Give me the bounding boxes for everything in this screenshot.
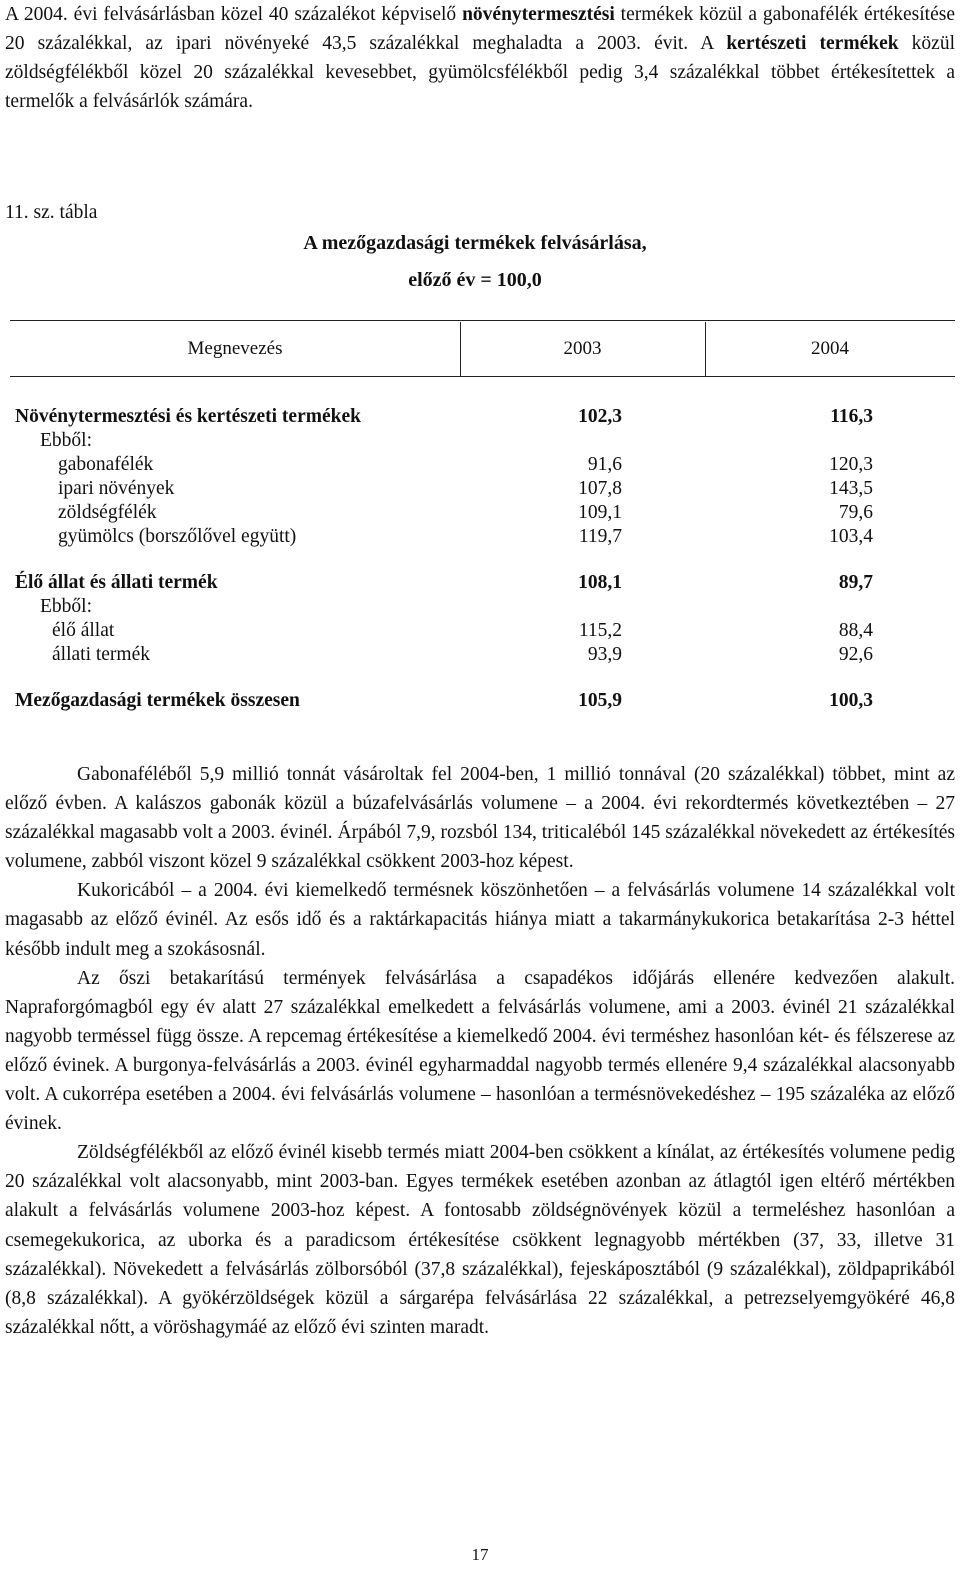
row-label: Élő állat és állati termék	[15, 572, 218, 593]
data-table	[15, 405, 960, 713]
table-row	[15, 429, 960, 453]
cell-2004: 92,6	[838, 644, 873, 665]
header-megnevezes: Megnevezés	[187, 338, 283, 359]
cell-2003: 109,1	[578, 502, 622, 523]
table-row	[15, 689, 960, 713]
table-row	[15, 477, 960, 501]
table-title-line1: A mezőgazdasági termékek felvásárlása,	[303, 232, 647, 254]
cell-2003: 107,8	[578, 478, 622, 499]
table-row	[15, 571, 960, 595]
cell-2003: 115,2	[578, 620, 622, 641]
table-label: 11. sz. tábla	[5, 202, 98, 223]
header-bottom-rule	[10, 376, 955, 377]
body-paragraph: Zöldségfélékből az előző évinél kisebb termés miatt 2004-ben csökkent a kínálat, az értékesítés volumene pedig 20 százalékkal volt alacsonyabb, mint 2003-ban. Egyes termékek esetében azonban az átlagtól igen eltérő mértékben alakult a felvásárlás volumene 2003-hoz képest. A fontosabb zöldségnövények közül a termeléshez hasonlóan a csemegekukorica, az uborka és a paradicsom értékesítése csökkent legnagyobb mértékben (37, 33, illetve 31 százalékkal). Növekedett a felvásárlás zölborsóból (37,8 százalékkal), fejeskáposztából (9 százalékkal), zöldpaprikából (8,8 százalékkal). A gyökérzöldségek közül a sárgarépa felvásárlása 22 százalékkal, a petrezselyemgyökéré 46,8 százalékkal nőtt, a vöröshagymáé az előző évi szinten maradt.	[5, 1142, 955, 1338]
cell-2003: 102,3	[578, 406, 622, 427]
group-spacer	[15, 667, 960, 689]
cell-2003: 91,6	[587, 454, 622, 475]
body-text	[5, 760, 955, 1342]
intro-text-run: A 2004. évi felvásárlásban közel 40 százalékot képviselő	[5, 4, 463, 25]
cell-2003: 105,9	[578, 690, 622, 711]
row-label: állati termék	[52, 644, 150, 665]
cell-2003: 119,7	[578, 526, 622, 547]
cell-2004: 100,3	[829, 690, 873, 711]
table-title	[5, 225, 945, 299]
row-label: élő állat	[52, 620, 115, 641]
table-row	[15, 619, 960, 643]
cell-2004: 120,3	[829, 454, 873, 475]
intro-bold-term: kertészeti termékek	[726, 33, 899, 54]
intro-text-run: termékek közül a gabonafélék értékesítése 20 százalékkal, az ipari növényeké 43,5 százalékkal meghaladta a 2003. évit. A	[5, 4, 955, 54]
row-label: gabonafélék	[58, 454, 154, 475]
intro-bold-term: növénytermesztési	[462, 4, 615, 25]
intro-paragraph	[5, 0, 955, 116]
cell-2004: 88,4	[838, 620, 873, 641]
body-paragraph: Az őszi betakarítású termények felvásárlása a csapadékos időjárás ellenére kedvezően alakult. Napraforgómagból egy év alatt 27 százalékkal emelkedett a felvásárlás volumene, ami a 2003. évinél 21 százalékkal nagyobb terméssel függ össze. A repcemag értékesítése a kiemelkedő 2004. évi terméshez hasonlóan két- és félszerese az előző évinek. A burgonya-felvásárlás a 2003. évinél egyharmaddal nagyobb termés ellenére 9,4 százalékkal alacsonyabb volt. A cukorrépa esetében a 2004. évi felvásárlás volumene – hasonlóan a termésnövekedéshez – 195 százaléka az előző évinek.	[5, 967, 955, 1135]
body-paragraph: Gabonaféléből 5,9 millió tonnát vásároltak fel 2004-ben, 1 millió tonnával (20 százalékkal) többet, mint az előző évben. A kalászos gabonák közül a búzafelvásárlás volumene – a 2004. évi rekordtermés következtében – 27 százalékkal magasabb volt a 2003. évinél. Árpából 7,9, rozsból 134, triticaléból 145 százalékkal növekedett az értékesítés volumene, zabból viszont közel 9 százalékkal csökkent 2003-hoz képest.	[5, 764, 955, 873]
table-row	[15, 453, 960, 477]
cell-2003: 108,1	[578, 572, 622, 593]
row-label: ipari növények	[58, 478, 175, 499]
row-label: gyümölcs (borszőlővel együtt)	[58, 526, 297, 547]
row-label: Ebből:	[40, 596, 92, 617]
cell-2004: 116,3	[830, 406, 873, 427]
cell-2004: 89,7	[838, 572, 873, 593]
header-2004: 2004	[811, 338, 849, 359]
group-spacer	[15, 549, 960, 571]
table-top-rule	[10, 320, 955, 321]
intro-section	[5, 0, 955, 116]
table-row	[15, 643, 960, 667]
row-label: Ebből:	[40, 430, 92, 451]
cell-2004: 103,4	[829, 526, 873, 547]
intro-text-run: közül zöldségfélékből közel 20 százalékkal kevesebbet, gyümölcsfélékből pedig 3,4 százalékkal többet értékesítettek a termelők a felvásárlók számára.	[5, 33, 955, 112]
body-paragraph: Kukoricából – a 2004. évi kiemelkedő termésnek köszönhetően – a felvásárlás volumene 14 százalékkal volt magasabb az előző évinél. Az esős idő és a raktárkapacitás hiánya miatt a takarmánykukorica betakarítása 2-3 héttel később indult meg a szokásosnál.	[5, 880, 955, 960]
page-number: 17	[471, 1545, 489, 1564]
row-label: Növénytermesztési és kertészeti termékek	[15, 406, 361, 427]
header-2003: 2003	[563, 338, 602, 359]
table-title-line2: előző év = 100,0	[408, 269, 542, 291]
table-row	[15, 405, 960, 429]
cell-2003: 93,9	[587, 644, 622, 665]
table-row	[15, 501, 960, 525]
cell-2004: 79,6	[838, 502, 873, 523]
row-label: Mezőgazdasági termékek összesen	[15, 690, 300, 711]
table-row	[15, 525, 960, 549]
table-row	[15, 595, 960, 619]
row-label: zöldségfélék	[58, 502, 157, 523]
cell-2004: 143,5	[829, 478, 873, 499]
